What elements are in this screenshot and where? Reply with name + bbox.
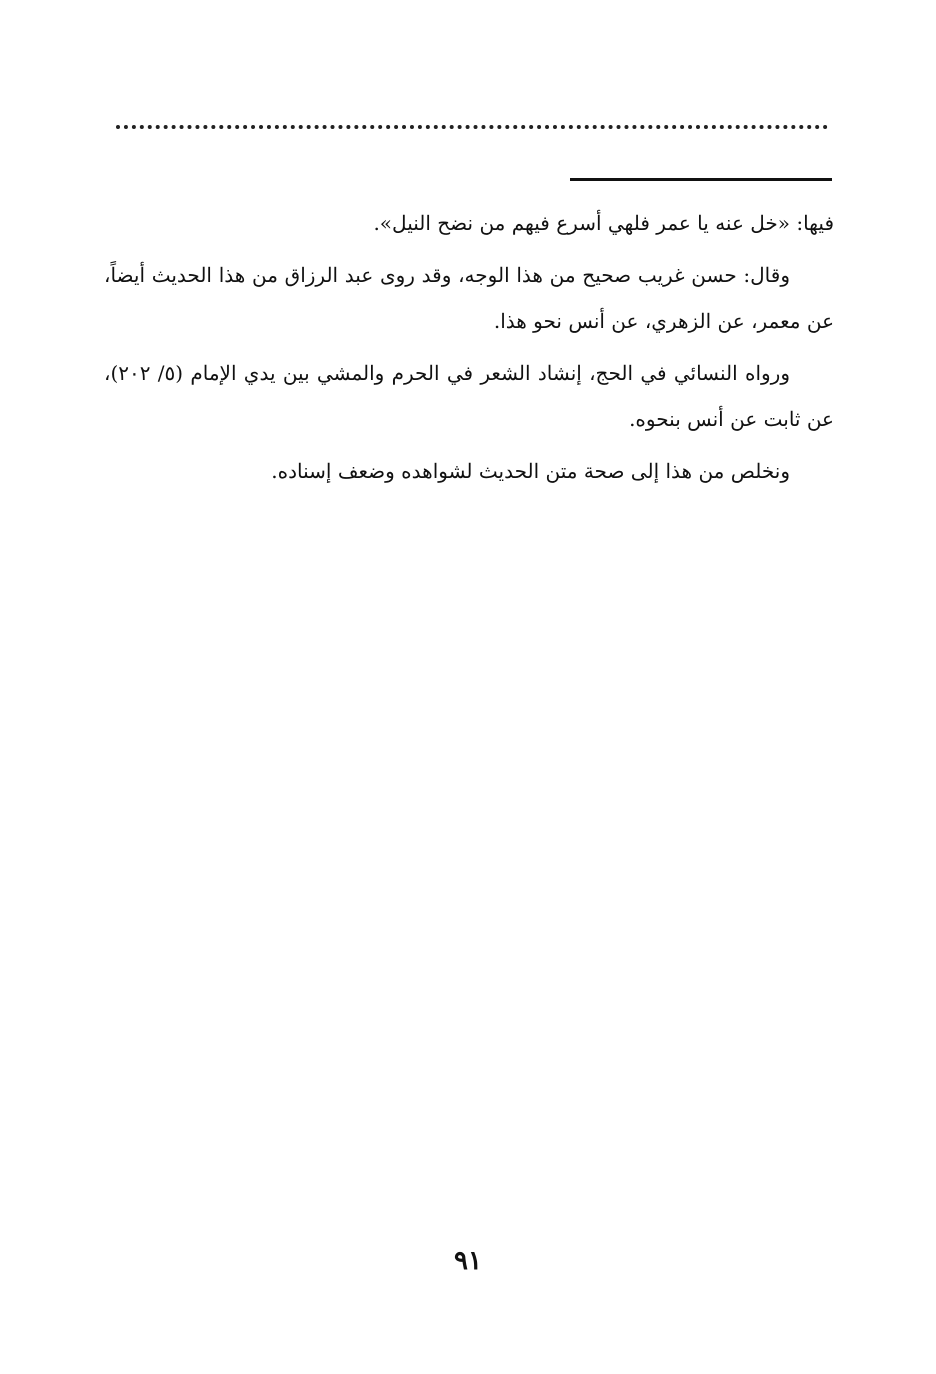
footnote-section xyxy=(104,200,834,500)
dotted-separator xyxy=(116,125,828,129)
footnote-separator-line xyxy=(570,178,832,181)
footnote-paragraph: ونخلص من هذا إلى صحة متن الحديث لشواهده وضعف إسناده. xyxy=(271,459,790,483)
footnote-paragraph: وقال: حسن غريب صحيح من هذا الوجه، وقد روى عبد الرزاق من هذا الحديث أيضاً، عن معمر، عن الزهري، عن أنس نحو هذا. xyxy=(104,263,834,333)
footnote-paragraph: فيها: «خل عنه يا عمر فلهي أسرع فيهم من نضح النيل». xyxy=(373,211,834,235)
page-number: ٩١ xyxy=(454,1246,482,1276)
footnote-paragraph: ورواه النسائي في الحج، إنشاد الشعر في الحرم والمشي بين يدي الإمام (٥/ ٢٠٢)، عن ثابت عن أنس بنحوه. xyxy=(104,361,834,431)
